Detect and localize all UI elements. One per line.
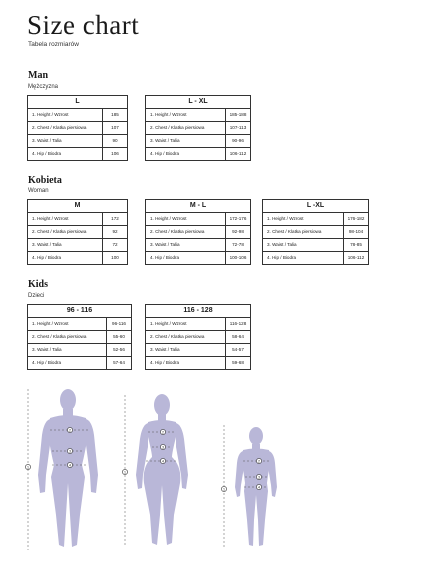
- marker-label: 1: [223, 487, 225, 492]
- body-figures-illustration: [0, 375, 424, 575]
- row-value: 72: [112, 242, 118, 247]
- size-header: L - XL: [146, 96, 250, 109]
- row-label: 1. Height / Wzrost: [146, 213, 226, 225]
- marker-label: 3: [258, 475, 260, 480]
- row-label: 2. Chest / Klatka piersiowa: [146, 122, 226, 134]
- row-label: 1. Height / Wzrost: [28, 213, 103, 225]
- row-value: 106-112: [347, 255, 365, 260]
- table-row: [146, 357, 250, 369]
- row-value: 92-98: [232, 229, 244, 234]
- row-label: 3. Waist / Talia: [146, 239, 226, 251]
- marker-1: [122, 469, 127, 474]
- section-title-woman: Kobieta: [28, 175, 62, 186]
- row-label: 2. Chest / Klatka piersiowa: [146, 226, 226, 238]
- row-label: 1. Height / Wzrost: [146, 109, 226, 121]
- section-subtitle-woman: Woman: [28, 188, 49, 194]
- row-label: 4. Hip / Biodra: [28, 252, 103, 264]
- marker-1: [25, 464, 30, 469]
- marker-4: [160, 458, 165, 463]
- row-label: 4. Hip / Biodra: [146, 148, 226, 160]
- row-label: 3. Waist / Talia: [28, 344, 107, 356]
- row-label: 2. Chest / Klatka piersiowa: [28, 226, 103, 238]
- size-header: M - L: [146, 200, 250, 213]
- row-label: 2. Chest / Klatka piersiowa: [28, 331, 107, 343]
- marker-3: [67, 448, 72, 453]
- size-table-woman-m: [27, 199, 128, 265]
- table-row: [28, 318, 131, 331]
- row-label: 3. Waist / Talia: [146, 135, 226, 147]
- table-row: [263, 226, 368, 239]
- table-row: [28, 122, 127, 135]
- marker-label: 1: [27, 465, 29, 470]
- row-label: 3. Waist / Talia: [146, 344, 226, 356]
- row-label: 4. Hip / Biodra: [263, 252, 344, 264]
- table-row: [28, 213, 127, 226]
- marker-3: [256, 474, 261, 479]
- table-row: [146, 318, 250, 331]
- row-label: 1. Height / Wzrost: [263, 213, 344, 225]
- table-row: [146, 135, 250, 148]
- table-row: [28, 135, 127, 148]
- marker-2: [160, 429, 165, 434]
- row-label: 2. Chest / Klatka piersiowa: [28, 122, 103, 134]
- page-subtitle: Tabela rozmiarów: [28, 41, 79, 48]
- section-title-kids: Kids: [28, 279, 49, 290]
- page-title: Size chart: [27, 10, 140, 40]
- row-value: 107-113: [229, 125, 247, 130]
- row-value: 106: [111, 151, 119, 156]
- size-header: M: [28, 200, 127, 213]
- marker-label: 3: [69, 449, 71, 454]
- row-value: 58-64: [232, 334, 244, 339]
- marker-4: [67, 462, 72, 467]
- size-header: L: [28, 96, 127, 109]
- size-header: 116 - 128: [146, 305, 250, 318]
- size-table-kids-116-128: [145, 304, 251, 370]
- marker-label: 4: [258, 485, 260, 490]
- section-subtitle-kids: Dzieci: [28, 293, 45, 299]
- section-subtitle-man: Mężczyzna: [28, 84, 59, 90]
- table-row: [146, 122, 250, 135]
- row-value: 185-188: [229, 112, 247, 117]
- table-row: [28, 109, 127, 122]
- table-row: [28, 148, 127, 160]
- table-row: [28, 226, 127, 239]
- row-value: 107: [111, 125, 119, 130]
- row-label: 4. Hip / Biodra: [146, 357, 226, 369]
- row-value: 98-104: [348, 229, 364, 234]
- kid-silhouette-icon: [221, 425, 277, 547]
- size-header: 96 - 116: [28, 305, 131, 318]
- row-label: 3. Waist / Talia: [28, 135, 103, 147]
- row-label: 3. Waist / Talia: [28, 239, 103, 251]
- table-row: [146, 226, 250, 239]
- row-value: 106-112: [229, 151, 247, 156]
- row-label: 1. Height / Wzrost: [28, 318, 107, 330]
- row-label: 1. Height / Wzrost: [28, 109, 103, 121]
- table-row: [146, 213, 250, 226]
- marker-label: 3: [162, 445, 164, 450]
- woman-silhouette-icon: [122, 394, 188, 547]
- row-label: 4. Hip / Biodra: [146, 252, 226, 264]
- row-label: 4. Hip / Biodra: [28, 148, 103, 160]
- table-row: [28, 344, 131, 357]
- marker-label: 4: [69, 463, 71, 468]
- row-value: 72-78: [232, 242, 244, 247]
- marker-1: [221, 486, 226, 491]
- row-value: 100-106: [229, 255, 247, 260]
- row-value: 172-176: [229, 216, 247, 221]
- table-row: [263, 239, 368, 252]
- row-value: 90: [112, 138, 118, 143]
- marker-label: 2: [69, 428, 71, 433]
- size-header: L -XL: [263, 200, 368, 213]
- row-label: 3. Waist / Talia: [263, 239, 344, 251]
- table-row: [146, 252, 250, 264]
- table-row: [28, 252, 127, 264]
- row-value: 92: [112, 229, 118, 234]
- row-value: 185: [111, 112, 119, 117]
- size-table-man-l: [27, 95, 128, 161]
- row-value: 54-57: [232, 347, 244, 352]
- table-row: [263, 252, 368, 264]
- table-row: [146, 239, 250, 252]
- row-value: 100: [111, 255, 119, 260]
- row-value: 116-128: [229, 321, 247, 326]
- size-table-kids-96-116: [27, 304, 132, 370]
- row-label: 4. Hip / Biodra: [28, 357, 107, 369]
- row-value: 172: [111, 216, 119, 221]
- table-row: [146, 344, 250, 357]
- marker-label: 2: [258, 459, 260, 464]
- size-table-woman-l-xl: [262, 199, 369, 265]
- table-row: [146, 331, 250, 344]
- row-value: 55-60: [113, 334, 125, 339]
- marker-label: 4: [162, 459, 164, 464]
- marker-label: 2: [162, 430, 164, 435]
- table-row: [28, 239, 127, 252]
- row-value: 59-68: [232, 360, 244, 365]
- row-value: 52-56: [113, 347, 125, 352]
- row-value: 176-182: [347, 216, 365, 221]
- table-row: [263, 213, 368, 226]
- marker-2: [256, 458, 261, 463]
- row-label: 1. Height / Wzrost: [146, 318, 226, 330]
- row-value: 78-85: [350, 242, 362, 247]
- table-row: [28, 357, 131, 369]
- marker-4: [256, 484, 261, 489]
- row-label: 2. Chest / Klatka piersiowa: [146, 331, 226, 343]
- marker-2: [67, 427, 72, 432]
- section-title-man: Man: [28, 70, 48, 81]
- table-row: [146, 109, 250, 122]
- marker-label: 1: [124, 470, 126, 475]
- man-silhouette-icon: [25, 389, 98, 550]
- row-label: 2. Chest / Klatka piersiowa: [263, 226, 344, 238]
- size-table-man-l-xl: [145, 95, 251, 161]
- row-value: 90-96: [232, 138, 244, 143]
- table-row: [28, 331, 131, 344]
- marker-3: [160, 444, 165, 449]
- table-row: [146, 148, 250, 160]
- row-value: 96-116: [112, 321, 126, 326]
- row-value: 57-64: [113, 360, 125, 365]
- size-table-woman-m-l: [145, 199, 251, 265]
